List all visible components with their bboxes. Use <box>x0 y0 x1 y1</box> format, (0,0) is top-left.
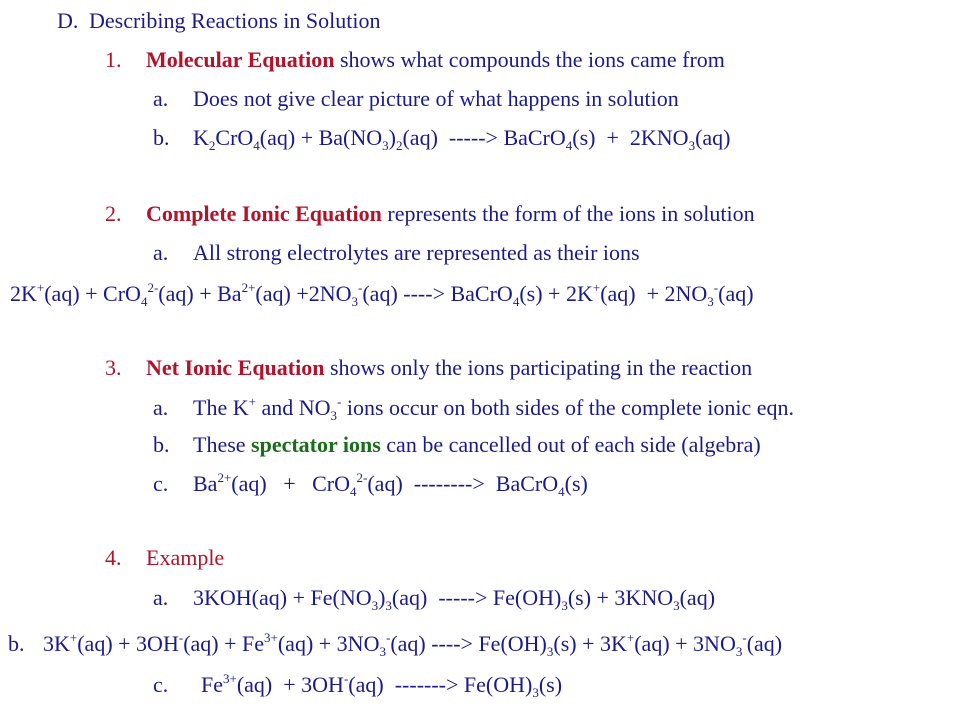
spectator-ions-term: spectator ions <box>251 432 381 457</box>
sec3-c-label: c. <box>153 471 169 496</box>
eq-subscript: 3 <box>385 598 392 613</box>
eq-subscript: 4 <box>512 294 520 309</box>
example-molecular-equation <box>193 585 716 613</box>
example-net-ionic-equation <box>201 671 563 700</box>
sec3-a-label: a. <box>153 395 169 420</box>
eq-subscript: 2 <box>395 138 403 153</box>
eq-subscript: 3 <box>379 644 386 659</box>
eq-supscript: 2- <box>147 280 159 295</box>
eq-text: (s) <box>564 471 588 496</box>
eq-supscript: 3+ <box>223 671 237 686</box>
eq-text: (aq) -----> Fe(OH) <box>391 585 562 610</box>
eq-supscript: + <box>248 394 256 409</box>
eq-text: (s) + 2K <box>519 281 593 306</box>
eq-text: (aq) + Ba(NO <box>259 125 383 150</box>
eq-text: (aq) ----> Fe(OH) <box>390 631 547 656</box>
eq-text: ) <box>388 125 396 150</box>
eq-supscript: - <box>358 280 363 295</box>
eq-text: (aq) + CrO <box>231 471 351 496</box>
eq-text: (aq) <box>679 585 716 610</box>
sec1-item-b <box>153 125 730 151</box>
sec2-description: represents the form of the ions in solution <box>387 201 755 226</box>
sec3-a-text <box>193 394 795 423</box>
eq-text: 3K <box>43 631 70 656</box>
eq-text: (aq) ----> BaCrO <box>362 281 513 306</box>
sec2-term: Complete Ionic Equation <box>146 201 382 226</box>
sec2-item-a <box>153 240 640 266</box>
sec1-item-a <box>153 86 679 112</box>
eq-text: and NO <box>255 395 331 420</box>
eq-text: (aq) +2NO <box>255 281 352 306</box>
eq-supscript: + <box>69 630 78 645</box>
sec3-description: shows only the ions participating in the reaction <box>329 355 753 380</box>
sec3-term: Net Ionic Equation <box>146 355 325 380</box>
eq-text: 3KOH(aq) + Fe(NO <box>193 585 372 610</box>
eq-supscript: + <box>626 630 635 645</box>
eq-subscript: 3 <box>351 294 359 309</box>
eq-subscript: 3 <box>688 138 696 153</box>
sec3-item-b <box>153 432 761 458</box>
sec4-line <box>105 545 224 571</box>
eq-supscript: + <box>36 280 45 295</box>
eq-subscript: 3 <box>382 138 389 153</box>
sec3-b-pre: These <box>193 432 246 457</box>
sec3-b-label: b. <box>153 432 170 457</box>
sec4-b-label: b. <box>8 631 25 656</box>
eq-text: (aq) -------> Fe(OH) <box>348 672 533 697</box>
molecular-equation <box>193 125 731 153</box>
eq-text: 2K <box>10 281 37 306</box>
eq-supscript: 2+ <box>241 280 256 295</box>
eq-supscript: - <box>178 630 184 645</box>
sec3-b-post: can be cancelled out of each side (algebra) <box>386 432 761 457</box>
eq-text: (aq) + Ba <box>158 281 242 306</box>
eq-text: Ba <box>193 471 218 496</box>
eq-subscript: 3 <box>371 598 379 613</box>
eq-supscript: - <box>343 671 349 686</box>
sec3-item-c <box>153 471 588 497</box>
eq-text: (s) + 2KNO <box>572 125 689 150</box>
sec4-item-c <box>153 672 562 698</box>
eq-text: (aq) --------> BaCrO <box>367 471 559 496</box>
net-ionic-equation <box>193 470 588 499</box>
eq-subscript: 4 <box>140 294 148 309</box>
eq-text: (aq) + 3NO <box>634 631 736 656</box>
sec4-a-label: a. <box>153 585 169 610</box>
eq-subscript: 3 <box>735 644 743 659</box>
eq-text: (aq) + CrO <box>44 281 141 306</box>
eq-text: (aq) -----> BaCrO <box>402 125 566 150</box>
example-ionic-equation <box>43 630 783 659</box>
sec1-b-label: b. <box>153 125 170 150</box>
eq-text: (s) + 3K <box>553 631 627 656</box>
sec1-line <box>105 47 725 73</box>
eq-text: (aq) <box>695 125 731 150</box>
eq-supscript: 2+ <box>217 470 232 485</box>
eq-supscript: - <box>713 280 719 295</box>
eq-supscript: - <box>336 394 342 409</box>
eq-subscript: 3 <box>546 644 554 659</box>
eq-text: The K <box>193 395 249 420</box>
sec2-a-label: a. <box>153 240 169 265</box>
sec4-item-b <box>8 631 782 657</box>
complete-ionic-equation <box>10 280 754 309</box>
sec1-a-label: a. <box>153 86 169 111</box>
sec1-a-text: Does not give clear picture of what happens in solution <box>193 86 679 111</box>
heading-label: D. <box>57 8 79 33</box>
sec4-c-label: c. <box>153 672 169 697</box>
sec1-number: 1. <box>105 47 122 72</box>
eq-subscript: 4 <box>253 138 260 153</box>
eq-supscript: - <box>742 630 747 645</box>
sec2-number: 2. <box>105 201 122 226</box>
sec2-line <box>105 201 755 227</box>
eq-subscript: 3 <box>673 598 680 613</box>
eq-text: CrO <box>215 125 254 150</box>
eq-supscript: 3+ <box>264 630 278 645</box>
eq-subscript: 2 <box>208 138 216 153</box>
eq-subscript: 3 <box>330 408 337 423</box>
sec3-item-a <box>153 395 794 421</box>
eq-supscript: + <box>592 280 601 295</box>
eq-supscript: 2- <box>356 470 368 485</box>
sec2-a-text: All strong electrolytes are represented as their ions <box>193 240 640 265</box>
eq-text: (aq) + 2NO <box>600 281 708 306</box>
sec3-line <box>105 355 752 381</box>
eq-supscript: - <box>385 630 391 645</box>
complete-ionic-equation-line <box>10 281 754 307</box>
eq-text: ) <box>378 585 386 610</box>
heading-line <box>57 8 380 34</box>
sec4-title: Example <box>146 545 225 570</box>
eq-text: Fe <box>201 672 223 697</box>
sec4-item-a <box>153 585 715 611</box>
eq-text: (aq) + 3OH <box>77 631 179 656</box>
eq-subscript: 4 <box>350 484 357 499</box>
eq-text: K <box>193 125 209 150</box>
eq-text: (aq) + 3NO <box>277 631 380 656</box>
eq-text: (aq) <box>746 631 783 656</box>
heading-title: Describing Reactions in Solution <box>89 8 381 33</box>
eq-subscript: 3 <box>561 598 568 613</box>
eq-text: (s) + 3KNO <box>567 585 674 610</box>
eq-text: (aq) + Fe <box>183 631 265 656</box>
sec4-number: 4. <box>105 545 122 570</box>
eq-text: ions occur on both sides of the complete ionic eqn. <box>341 395 795 420</box>
sec1-term: Molecular Equation <box>146 47 335 72</box>
eq-subscript: 3 <box>707 294 714 309</box>
sec1-description: shows what compounds the ions came from <box>339 47 725 72</box>
eq-subscript: 4 <box>558 484 565 499</box>
eq-text: (s) <box>538 672 563 697</box>
eq-text: (aq) + 3OH <box>236 672 344 697</box>
eq-subscript: 3 <box>532 685 539 700</box>
sec3-number: 3. <box>105 355 122 380</box>
eq-text: (aq) <box>718 281 754 306</box>
eq-subscript: 4 <box>565 138 573 153</box>
